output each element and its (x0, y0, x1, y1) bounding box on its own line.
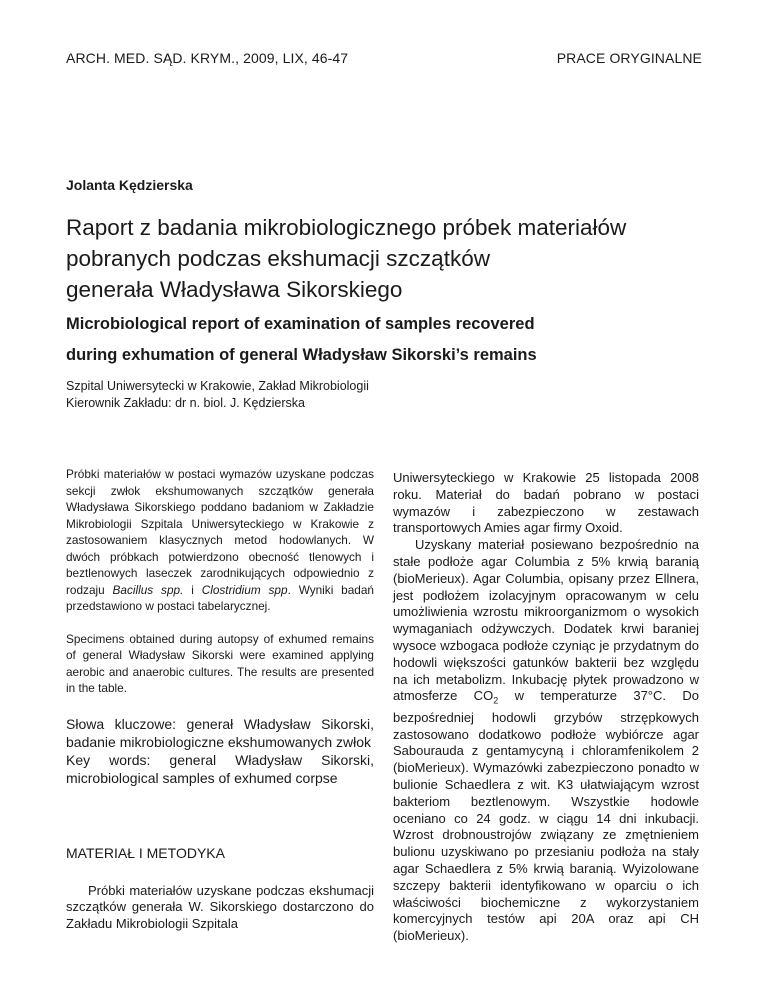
journal-citation: ARCH. MED. SĄD. KRYM., 2009, LIX, 46-47 (66, 50, 349, 66)
keywords-polish: Słowa kluczowe: generał Władysław Sikorski, badanie mikrobiologiczne ekshumowanych zwłok (66, 715, 374, 750)
left-column (66, 466, 374, 933)
affiliation-line: Kierownik Zakładu: dr n. biol. J. Kędzierska (66, 396, 305, 410)
title-polish-line: pobranych podczas ekshumacji szczątków (66, 246, 490, 271)
body-paragraph: Próbki materiałów uzyskane podczas ekshumacji szczątków generała W. Sikorskiego dostarczono do Zakładu Mikrobiologii Szpitala (66, 882, 374, 932)
section-heading: MATERIAŁ I METODYKA (66, 844, 225, 861)
genus-bacillus: Bacillus spp. (112, 582, 184, 597)
abstract-polish-text: . Wyniki badań przedstawiono w postaci tabelarycznej. (66, 582, 374, 613)
title-english-line: Microbiological report of examination of samples recovered (66, 315, 535, 333)
body-paragraph (393, 537, 699, 945)
keywords-english: Key words: general Władysław Sikorski, microbiological samples of exhumed corpse (66, 751, 374, 786)
right-column (393, 470, 699, 945)
body-text-segment: w temperaturze 37°C. Do bezpośredniej hodowli grzybów strzępkowych zastosowano dodatkowo podłoże wybiórcze agar Sabourauda z gentamycyną i chloramfenikolem 2 (bioMerieux). Wymazówki zabezpieczono ponadto w bulionie Schaedlera z wit. K3 ułatwiającym wzrost bakteriom beztlenowym. Wszystkie hodowle oceniano co 24 godz. w ciągu 14 dni inkubacji. Wzrost drobnoustrojów związany ze zmętnieniem bulionu uzyskiwano po przesianiu podłoża na stały agar Schaedlera z 5% krwią baranią. Wyizolowane szczepy bakterii identyfikowano w oparciu o ich właściwości biochemiczne z wykorzystaniem komercyjnych testów api 20A oraz api CH (bioMerieux). (393, 688, 699, 944)
body-paragraph: Uniwersyteckiego w Krakowie 25 listopada 2008 roku. Materiał do badań pobrano w postaci wymazów i zabezpieczono w zestawach transportowych Amies agar firmy Oxoid. (393, 470, 699, 536)
abstract-polish-text: i (183, 582, 202, 597)
author-name: Jolanta Kędzierska (66, 177, 193, 193)
title-polish-line: generała Władysława Sikorskiego (66, 277, 403, 302)
title-polish-line: Raport z badania mikrobiologicznego próbek materiałów (66, 215, 627, 240)
abstract-polish (66, 466, 374, 615)
title-english (66, 309, 716, 371)
title-english-line: during exhumation of general Władysław Sikorski’s remains (66, 346, 537, 364)
genus-clostridium: Clostridium spp (201, 582, 288, 597)
subscript: 2 (493, 695, 499, 706)
section-label: PRACE ORYGINALNE (556, 50, 702, 66)
abstract-english: Specimens obtained during autopsy of exhumed remains of general Władysław Sikorski were examined applying aerobic and anaerobic cultures. The results are presented in the table. (66, 631, 374, 695)
keywords-block (66, 715, 374, 787)
body-text-segment: Uzyskany materiał posiewano bezpośrednio na stałe podłoże agar Columbia z 5% krwią baranią (bioMerieux). Agar Columbia, opisany przez Ellnera, jest podłożem izolacyjnym opracowanym w celu umożliwienia wzrostu mikroorganizmom o wysokich wymaganiach odżywczych. Dodatek krwi baraniej wysoce wzbogaca podłoże czyniąc je przydatnym do hodowli większości gatunków bakterii bez względu na ich metabolizm. Inkubację płytek prowadzono w atmosferze CO (393, 537, 699, 704)
affiliation-line: Szpital Uniwersytecki w Krakowie, Zakład Mikrobiologii (66, 379, 369, 393)
title-polish (66, 212, 706, 305)
affiliation (66, 378, 369, 412)
abstract-polish-text: Próbki materiałów w postaci wymazów uzyskane podczas sekcji zwłok ekshumowanych szczątków generała Władysława Sikorskiego poddano badaniom w Zakładzie Mikrobiologii Szpitala Uniwersyteckiego w Krakowie z zastosowaniem klasycznych metod hodowlanych. W dwóch próbkach potwierdzono obecność tlenowych i beztlenowych laseczek zarodnikujących odpowiednio z rodzaju (66, 467, 374, 597)
